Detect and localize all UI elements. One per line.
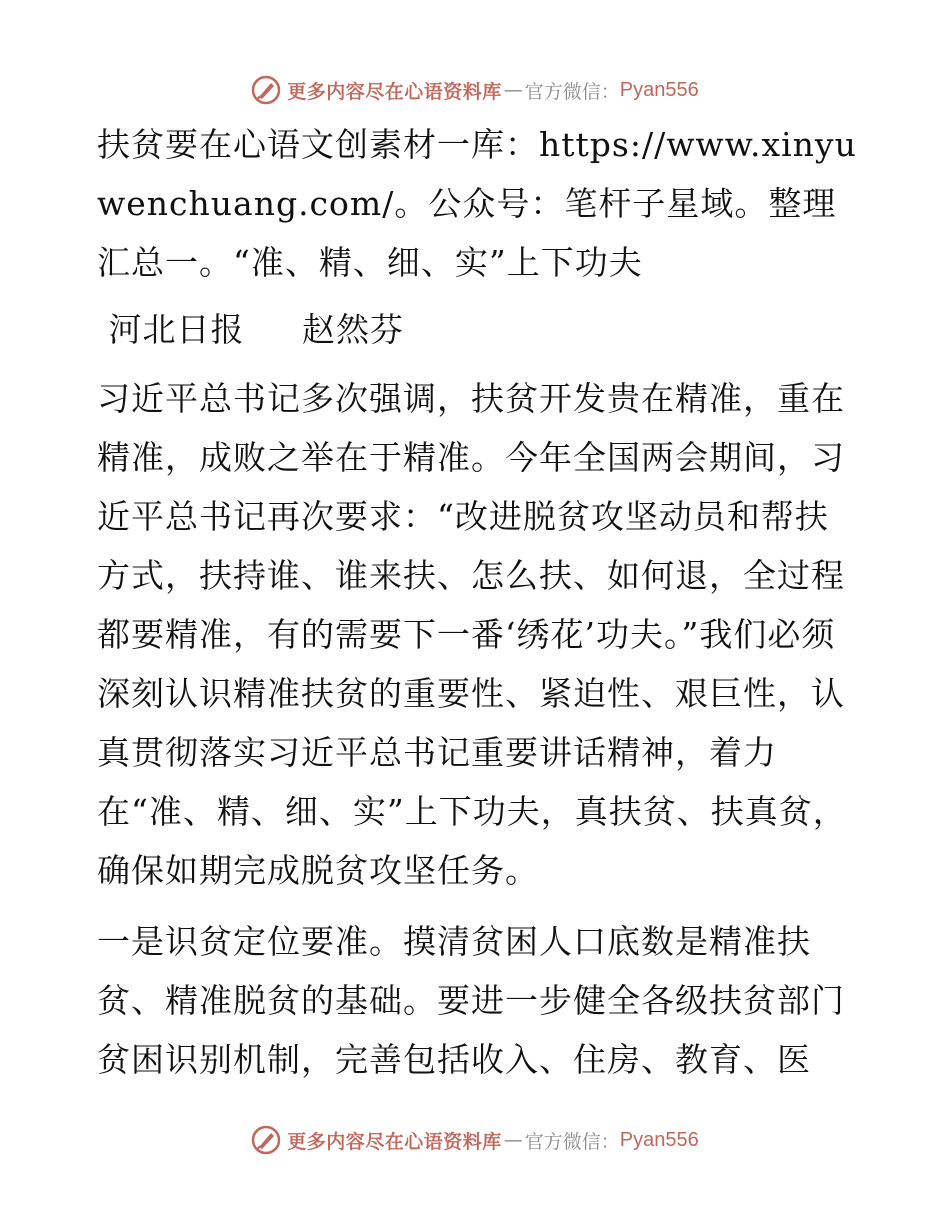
quill-logo-icon [251, 1125, 281, 1155]
paragraph-1: 习近平总书记多次强调，扶贫开发贵在精准，重在精准，成败之举在于精准。今年全国两会期间，习近平总书记再次要求：“改进脱贫攻坚动员和帮扶方式，扶持谁、谁来扶、怎么扶、如何退，全过程都要精准，有的需要下一番‘绣花’功夫。”我们必须深刻认识精准扶贫的重要性、紧迫性、艰巨性，认真贯彻落实习近平总书记重要讲话精神，着力在“准、精、细、实”上下功夫，真扶贫、扶真贫，确保如期完成脱贫攻坚任务。 [97, 379, 847, 890]
watermark-wechat-id: Pyan556 [619, 1128, 699, 1151]
document-title: 扶贫要在心语文创素材一库：https://www.xinyuwenchuang.com/。公众号：笔杆子星域。整理汇总一。“准、精、细、实”上下功夫 [97, 125, 857, 282]
header-watermark [0, 70, 950, 110]
document-body [97, 115, 857, 1089]
document-source: 河北日报 赵然芬 [97, 310, 404, 349]
footer-watermark [0, 1120, 950, 1160]
paragraph-2: 一是识贫定位要准。摸清贫困人口底数是精准扶贫、精准脱贫的基础。要进一步健全各级扶贫部门贫困识别机制，完善包括收入、住房、教育、医 [97, 922, 845, 1079]
watermark-separator: — [503, 79, 523, 101]
quill-logo-icon [251, 75, 281, 105]
watermark-separator: — [503, 1129, 523, 1151]
watermark-text: 更多内容尽在心语资料库 [287, 1130, 502, 1153]
watermark-wechat-id: Pyan556 [619, 78, 699, 101]
watermark-text: 更多内容尽在心语资料库 [287, 80, 502, 103]
watermark-wechat-label: 官方微信： [524, 1130, 620, 1153]
watermark-wechat-label: 官方微信： [524, 80, 620, 103]
